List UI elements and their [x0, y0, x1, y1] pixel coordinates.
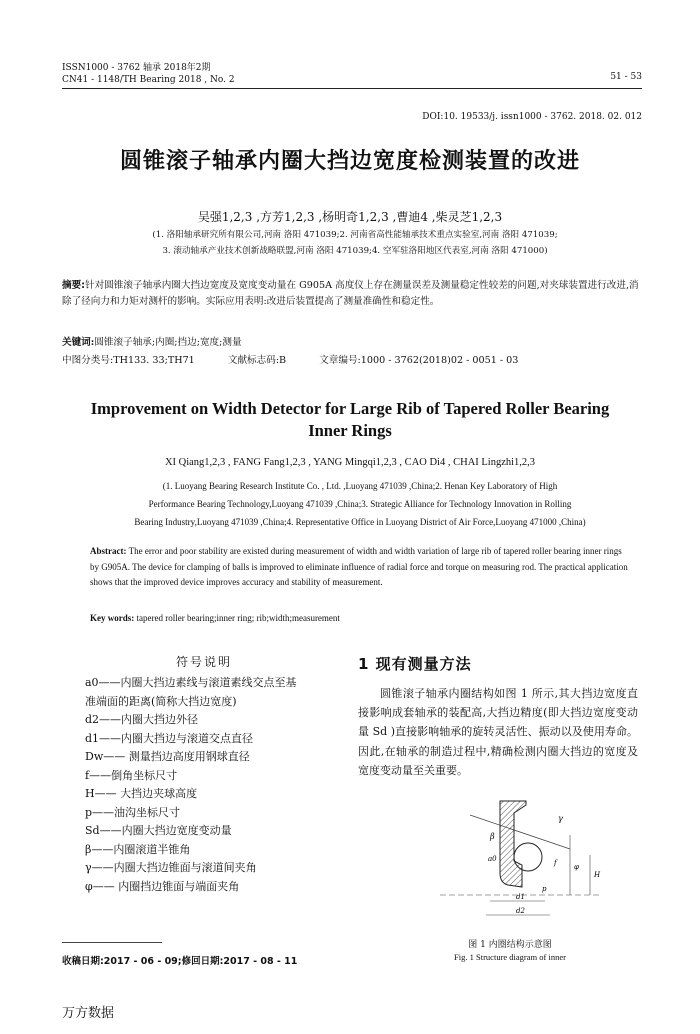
affiliation-line: (1. 洛阳轴承研究所有限公司,河南 洛阳 471039;2. 河南省高性能轴承技术重点实验室,河南 洛阳 471039; — [152, 230, 558, 240]
keywords-label: 关键词: — [62, 337, 95, 348]
affiliation-line: 3. 滚动轴承产业技术创新战略联盟,河南 洛阳 471039;4. 空军驻洛阳地区代表室,河南 洛阳 471000) — [162, 246, 548, 256]
journal-header — [62, 62, 235, 86]
symbol-item: H—— 大挡边夹球高度 — [85, 787, 198, 800]
figure-label: d2 — [516, 907, 525, 915]
authors-chinese: 吴强1,2,3 ,方芳1,2,3 ,杨明奇1,2,3 ,曹迪4 ,柴灵芝1,2,3 — [197, 210, 503, 224]
keywords-text: 圆锥滚子轴承;内圈;挡边;宽度;测量 — [94, 337, 242, 348]
symbols-title: 符号说明 — [176, 655, 233, 669]
symbol-item: d2——内圈大挡边外径 — [85, 713, 199, 726]
keywords-english — [90, 613, 632, 623]
header-divider — [62, 88, 642, 89]
figure-label: a0 — [488, 855, 497, 863]
figure-label: H — [594, 871, 601, 879]
affiliations-english — [60, 477, 660, 531]
keywords-text: tapered roller bearing;inner ring; rib;width;measurement — [136, 613, 340, 623]
affiliation-line: Bearing Industry,Luoyang 471039 ,China;4. Representative Office in Luoyang District of Air Force,Luoyang 471000 ,China) — [134, 517, 586, 527]
figure-label: β — [490, 832, 495, 841]
symbol-item: φ—— 内圈挡边锥面与端面夹角 — [85, 879, 240, 893]
document-code: 文献标志码:B — [227, 355, 287, 366]
symbol-item: f——倒角坐标尺寸 — [85, 768, 178, 782]
classification-row — [62, 352, 642, 366]
symbol-item: Sd——内圈大挡边宽度变动量 — [85, 824, 232, 837]
page-range: 51 - 53 — [610, 72, 642, 82]
section-body: 圆锥滚子轴承内圈结构如图 1 所示,其大挡边宽度直接影响成套轴承的装配高,大挡边精度(即大挡边宽度变动量 Sd )直接影响轴承的旋转灵活性、振动以及使用寿命。因此,在轴承的制造过程中,精确检测内圈大挡边的宽度及宽度变动量至关重要。 — [358, 687, 638, 777]
abstract-english — [90, 544, 632, 591]
figure-caption-chinese: 图 1 内圈结构示意图 — [468, 940, 552, 950]
abstract-label: 摘要: — [62, 280, 86, 291]
symbol-item: Dw—— 测量挡边高度用钢球直径 — [85, 750, 250, 763]
doi: DOI:10. 19533/j. issn1000 - 3762. 2018. 02. 012 — [422, 112, 642, 122]
figure-label: γ — [558, 814, 563, 823]
abstract-text: 针对圆锥滚子轴承内圈大挡边宽度及宽度变动量在 G905A 高度仪上存在测量误差及测量稳定性较差的问题,对夹球装置进行改进,消除了径向力和力矩对测杆的影响。实际应用表明:改进后装置提高了测量准确性和稳定性。 — [62, 280, 639, 307]
symbol-item: 准端面的距离(简称大挡边宽度) — [85, 694, 237, 708]
footnote-divider — [62, 942, 162, 943]
article-number: 文章编号:1000 - 3762(2018)02 - 0051 - 03 — [319, 355, 519, 366]
cn-line: CN41 - 1148/TH Bearing 2018 , No. 2 — [62, 75, 235, 85]
clc-number: 中图分类号:TH133. 33;TH71 — [62, 355, 195, 366]
symbol-item: β——内圈滚道半锥角 — [85, 842, 191, 856]
wanfang-watermark: 万方数据 — [62, 1006, 115, 1021]
abstract-chinese — [62, 278, 642, 310]
measuring-ball — [514, 843, 542, 871]
affiliations-chinese — [70, 227, 640, 259]
authors-english: XI Qiang1,2,3 , FANG Fang1,2,3 , YANG Mingqi1,2,3 , CAO Di4 , CHAI Lingzhi1,2,3 — [164, 457, 536, 468]
title-chinese: 圆锥滚子轴承内圈大挡边宽度检测装置的改进 — [119, 149, 580, 174]
received-dates: 收稿日期:2017 - 06 - 09;修回日期:2017 - 08 - 11 — [62, 956, 298, 967]
symbol-item: a0——内圈大挡边素线与滚道素线交点至基 — [85, 676, 297, 689]
symbols-list — [85, 674, 355, 896]
figure-label: p — [542, 885, 547, 893]
affiliation-line: Performance Bearing Technology,Luoyang 471039 ,China;3. Strategic Alliance for Technology Innovation in Rolling — [148, 499, 572, 509]
keywords-label: Key words: — [90, 613, 135, 623]
inner-ring-structure-figure — [430, 795, 610, 933]
keywords-chinese — [62, 334, 642, 348]
title-english-line: Improvement on Width Detector for Large Rib of Tapered Roller Bearing — [90, 399, 610, 418]
title-english — [40, 398, 660, 442]
figure-caption-english: Fig. 1 Structure diagram of inner — [454, 952, 566, 962]
symbol-item: p——油沟坐标尺寸 — [85, 805, 181, 819]
abstract-text: The error and poor stability are existed during measurement of width and width variation of large rib of tapered roller bearing inner rings by G905A. The device for clamping of balls is improved to eliminate influence of radial force and torque on measuring rod. The practical application shows that the improved device improves accuracy and stability of measurement. — [90, 546, 628, 587]
raceway-line — [470, 815, 570, 849]
figure-label: f — [554, 859, 557, 867]
symbol-item: d1——内圈大挡边与滚道交点直径 — [85, 731, 254, 745]
affiliation-line: (1. Luoyang Bearing Research Institute Co. , Ltd. ,Luoyang 471039 ,China;2. Henan Key Laboratory of High — [162, 481, 558, 491]
figure-label: d1 — [516, 893, 525, 901]
section-title: 1 现有测量方法 — [358, 655, 472, 673]
symbol-item: γ——内圈大挡边锥面与滚道间夹角 — [85, 861, 257, 874]
title-english-line: Inner Rings — [308, 421, 392, 440]
figure-label: φ — [574, 863, 579, 871]
abstract-label: Abstract: — [90, 546, 127, 556]
issn-line: ISSN1000 - 3762 轴承 2018年2期 — [62, 63, 211, 73]
